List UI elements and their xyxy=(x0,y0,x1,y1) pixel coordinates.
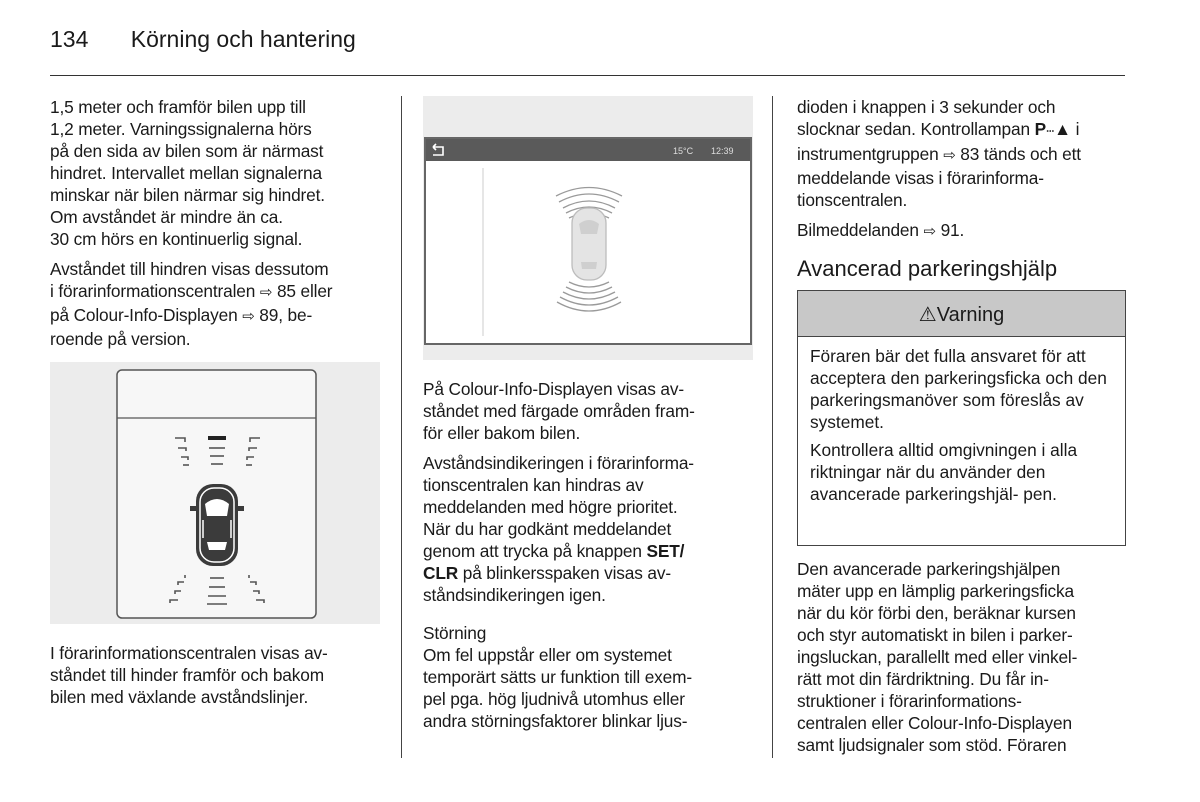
paragraph xyxy=(797,558,1132,756)
dic-parking-figure xyxy=(50,362,380,624)
cross-reference-arrow-icon: ⇨ xyxy=(242,308,255,325)
paragraph xyxy=(50,642,390,708)
text-line: och styr automatiskt in bilen i parker- xyxy=(797,625,1073,645)
column-1 xyxy=(50,96,390,358)
text-line: alla riktningar när du använder xyxy=(810,440,1078,482)
text-line: på den sida av bilen som är närmast xyxy=(50,141,324,161)
text-line: temporärt sätts ur funktion till exem- xyxy=(423,667,692,687)
display-time: 12:39 xyxy=(711,146,734,156)
text-line: mäter upp en lämplig parkeringsficka xyxy=(797,581,1074,601)
page-number: 134 xyxy=(50,26,89,52)
section-heading: Avancerad parkeringshjälp xyxy=(797,256,1058,281)
text-line: ståndsindikeringen igen. xyxy=(423,585,606,605)
text-line: pel pga. hög ljudnivå utomhus eller xyxy=(423,689,685,709)
warning-header xyxy=(798,291,1125,337)
text-line: tionscentralen kan hindras av xyxy=(423,475,644,495)
subheading: Störning xyxy=(423,623,487,643)
paragraph xyxy=(423,452,763,606)
text-line xyxy=(50,280,390,304)
button-name: CLR xyxy=(423,563,459,583)
text-line: Om avståndet är mindre än ca. xyxy=(50,207,283,227)
paragraph xyxy=(50,96,390,250)
text-line: På Colour-Info-Displayen visas av- xyxy=(423,379,684,399)
text-line xyxy=(797,118,1132,143)
paragraph xyxy=(50,258,390,350)
text-line: struktioner i förarinformations- xyxy=(797,691,1022,711)
text-line: tionscentralen. xyxy=(797,190,908,210)
column-divider xyxy=(772,96,773,758)
colour-display-illustration xyxy=(423,96,753,360)
display-temperature: 15°C xyxy=(673,146,694,156)
text-line: När du har godkänt meddelandet xyxy=(423,519,672,539)
paragraph xyxy=(423,378,763,444)
text: 83 tänds och ett xyxy=(960,144,1081,164)
column-2 xyxy=(423,378,763,740)
warning-title: Varning xyxy=(936,304,1005,326)
text: 85 eller xyxy=(276,281,333,301)
text-line: roende på version. xyxy=(50,329,191,349)
text: i förarinformationscentralen xyxy=(50,281,256,301)
text-line: pen. xyxy=(1023,484,1057,504)
text-line: föreslås av systemet. xyxy=(810,390,1084,432)
text-line xyxy=(423,562,763,584)
text-line: när du kör förbi den, beräknar kursen xyxy=(797,603,1076,623)
cross-reference-arrow-icon: ⇨ xyxy=(259,284,273,301)
warning-triangle-icon: ⚠ xyxy=(918,304,937,326)
header-rule xyxy=(50,75,1125,76)
text-line: den avancerade parkeringshjäl- xyxy=(810,462,1046,504)
paragraph xyxy=(810,345,1113,433)
text: 91. xyxy=(940,220,965,240)
text-line: bilen med växlande avståndslinjer. xyxy=(50,687,309,707)
cross-reference-arrow-icon: ⇨ xyxy=(943,147,956,164)
text-line: 1,2 meter. Varningssignalerna hörs xyxy=(50,119,312,139)
text-line: I förarinformationscentralen visas av- xyxy=(50,643,328,663)
colour-info-display-figure xyxy=(423,96,753,360)
text-line: rätt mot din färdriktning. Du får in- xyxy=(797,669,1049,689)
text-line xyxy=(423,540,763,562)
column-3 xyxy=(797,96,1132,251)
paragraph xyxy=(423,622,763,732)
text-line: Avståndsindikeringen i förarinforma- xyxy=(423,453,694,473)
cross-reference-arrow-icon: ⇨ xyxy=(923,223,936,240)
paragraph xyxy=(810,439,1113,505)
chapter-title: Körning och hantering xyxy=(130,26,356,52)
text: i xyxy=(1075,119,1080,139)
text-line: Föraren bär det fulla ansvaret för xyxy=(810,346,1062,366)
text-line: och den parkeringsmanöver som xyxy=(810,368,1107,410)
text-line: för eller bakom bilen. xyxy=(423,423,581,443)
text: på blinkersspaken visas av- xyxy=(462,563,671,583)
text-line: ingsluckan, parallellt med eller vinkel- xyxy=(797,647,1078,667)
text-line xyxy=(797,143,1132,167)
text-line: Kontrollera alltid omgivningen i xyxy=(810,440,1046,460)
dic-parking-illustration xyxy=(50,362,380,624)
text-line: 1,5 meter och framför bilen upp till xyxy=(50,97,306,117)
paragraph xyxy=(797,96,1132,211)
text-line: att acceptera den parkeringsficka xyxy=(810,346,1086,388)
text-line: hindret. Intervallet mellan signalerna xyxy=(50,163,322,183)
text-line: dioden i knappen i 3 sekunder och xyxy=(797,97,1056,117)
text-line: samt ljudsignaler som stöd. Föraren xyxy=(797,735,1067,755)
text: på Colour-Info-Displayen xyxy=(50,305,238,325)
text-line: Avståndet till hindren visas dessutom xyxy=(50,259,329,279)
text: slocknar sedan. Kontrollampan xyxy=(797,119,1030,139)
column-divider xyxy=(401,96,402,758)
text-line: Om fel uppstår eller om systemet xyxy=(423,645,672,665)
text-line: ståndet till hinder framför och bakom xyxy=(50,665,324,685)
paragraph xyxy=(797,219,1132,243)
text: instrumentgruppen xyxy=(797,144,939,164)
text-line: meddelande visas i förarinforma- xyxy=(797,168,1044,188)
text: 89, be- xyxy=(259,305,313,325)
column-1-bottom xyxy=(50,642,390,716)
text-line xyxy=(50,304,390,328)
column-3-bottom xyxy=(797,558,1132,764)
text-line: 30 cm hörs en kontinuerlig signal. xyxy=(50,229,303,249)
text-line: andra störningsfaktorer blinkar ljus- xyxy=(423,711,688,731)
text-line: ståndet med färgade områden fram- xyxy=(423,401,695,421)
text: genom att trycka på knappen xyxy=(423,541,642,561)
text-line: Den avancerade parkeringshjälpen xyxy=(797,559,1061,579)
text-line: centralen eller Colour-Info-Displayen xyxy=(797,713,1072,733)
text-line: meddelanden med högre prioritet. xyxy=(423,497,678,517)
button-name: SET/ xyxy=(646,541,685,561)
text: Bilmeddelanden xyxy=(797,220,919,240)
warning-body xyxy=(798,337,1125,505)
text-line: minskar när bilen närmar sig hindret. xyxy=(50,185,325,205)
text-line xyxy=(797,219,1132,243)
page-header xyxy=(50,26,356,53)
parking-assist-symbol-icon: Pᐧᐧᐧ▲ xyxy=(1034,119,1071,139)
warning-box xyxy=(797,290,1126,546)
